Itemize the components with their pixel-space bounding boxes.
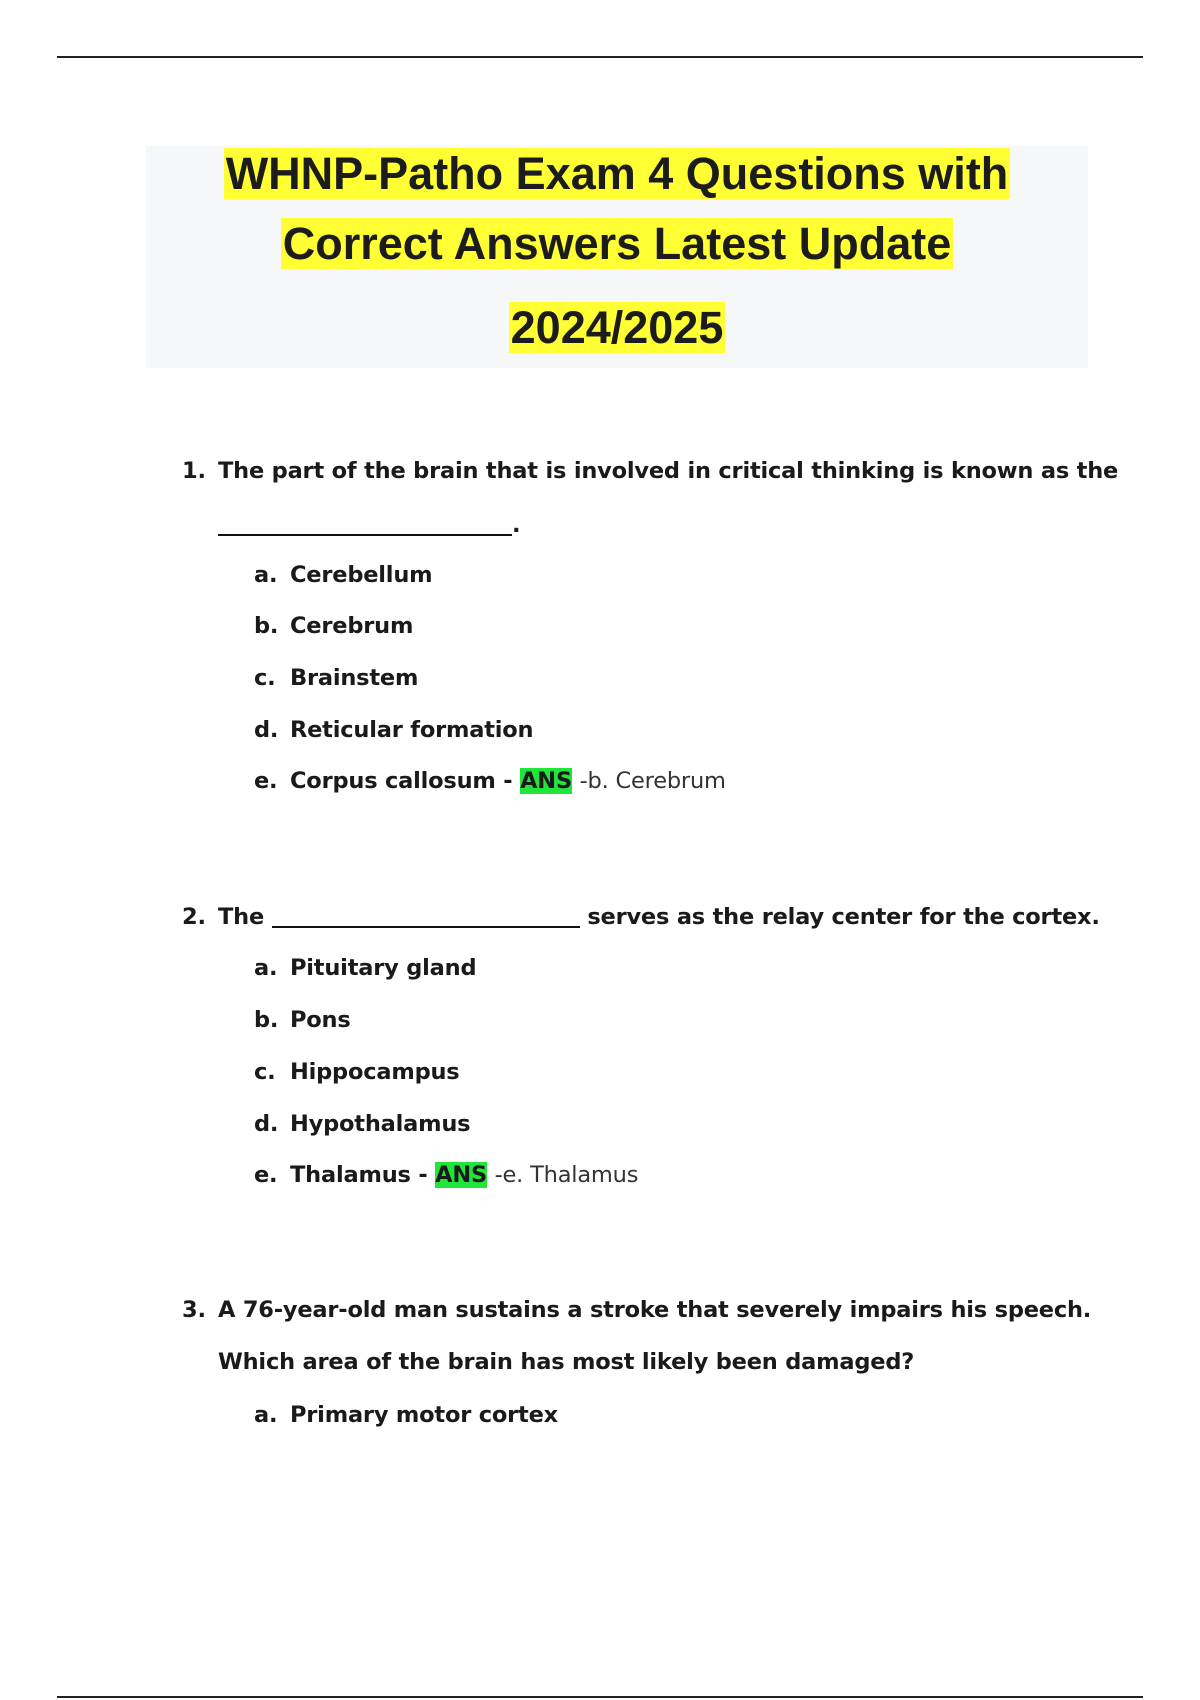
question-number: 1.	[182, 458, 206, 484]
question-number: 3.	[182, 1297, 206, 1323]
question-text: Which area of the brain has most likely been damaged?	[218, 1349, 915, 1375]
question-text: A 76-year-old man sustains a stroke that severely impairs his speech.	[218, 1297, 1092, 1323]
top-rule	[57, 56, 1143, 58]
question-text: The part of the brain that is involved in critical thinking is known as the	[218, 458, 1119, 484]
question-number: 2.	[182, 904, 206, 930]
title-line-1: WHNP-Patho Exam 4 Questions with	[225, 148, 1009, 199]
bottom-rule	[57, 1696, 1143, 1698]
title-line-3: 2024/2025	[510, 302, 724, 353]
answer-blank	[272, 924, 580, 928]
answer-value: -e. Thalamus	[494, 1162, 639, 1188]
ans-marker: ANS	[435, 1162, 487, 1188]
title-line-2: Correct Answers Latest Update	[282, 218, 952, 269]
ans-marker: ANS	[520, 768, 572, 794]
answer-value: -b. Cerebrum	[579, 768, 726, 794]
document-title	[146, 146, 1088, 368]
answer-blank	[218, 532, 512, 536]
